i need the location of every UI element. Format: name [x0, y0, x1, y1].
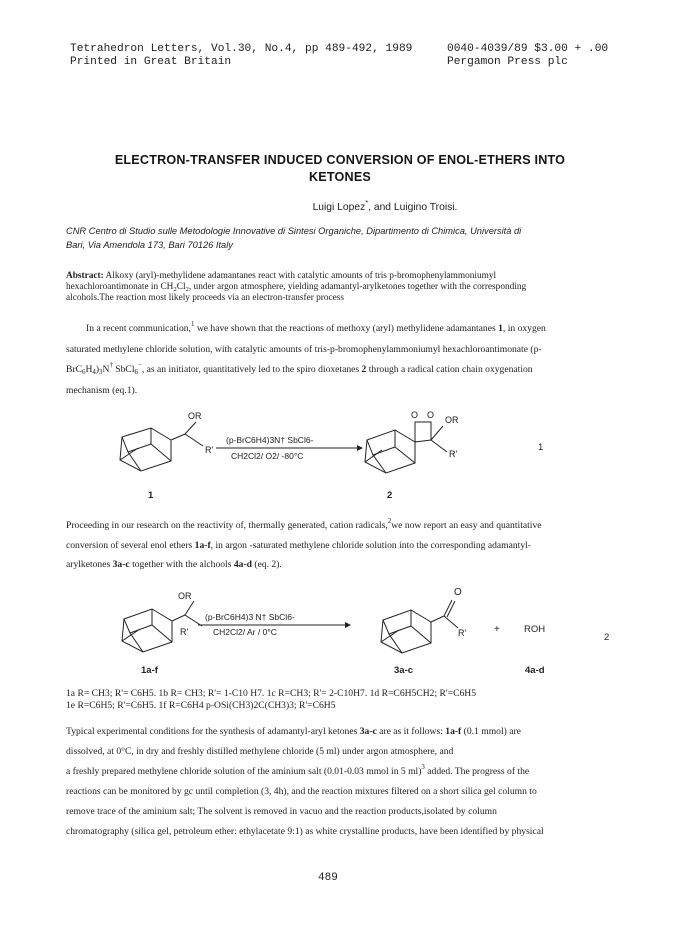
oxygen-1: O	[411, 410, 419, 420]
legend-line-1: 1a R= CH3; R'= C6H5. 1b R= CH3; R'= 1-C10 H7. 1c R=CH3; R'= 2-C10H7. 1d R=C6H5CH2; R'=C6H5	[66, 688, 476, 699]
compound-label-2: 2	[387, 490, 393, 501]
plus-sign: +	[494, 624, 500, 635]
alcohol-roh: ROH	[524, 624, 546, 635]
printed-in: Printed in Great Britain	[70, 56, 232, 68]
abstract-line-3: alcohols.The reaction most likely proceeds via an electron-transfer process	[66, 293, 345, 303]
reagent-bottom-1: CH2Cl2/ O2/ -80°C	[231, 451, 304, 461]
intro-paragraph: In a recent communication,$^1$ we have shown that the reactions of methoxy (aryl) methylidene adamantanes 1, in oxygen saturated methylene chloride solution, with catalytic amounts of tris-p-bromophenylammoniumyl hexachloroantimonate (p- $BrC_6H_4)_3N^\dagger$ SbCl$_6$−, as an initiator, quantitatively led to the spiro dioxetanes 2 through a radical cation chain oxygenation mechanism (eq.1).	[66, 321, 546, 396]
compound-label-1: 1	[148, 490, 154, 501]
eq-number-1: 1	[538, 442, 544, 453]
abstract	[66, 271, 626, 304]
reagent-top-2: (p-BrC6H4)3 N† SbCl6-	[205, 612, 295, 622]
abstract-line-2: hexachloroantimonate in $CH_2Cl_2$, under argon atmosphere, yielding adamantyl-arylketones together with the corresponding	[66, 282, 527, 293]
or-group-1: OR	[188, 411, 202, 421]
ref-3: 3	[421, 764, 425, 771]
authors	[0, 198, 680, 213]
arrowhead-2	[345, 622, 351, 628]
corresponding-mark: *	[365, 198, 369, 207]
scheme-2	[0, 582, 680, 682]
compound-legend	[66, 688, 636, 712]
abstract-line-1: Alkoxy (aryl)-methylidene adamantanes react with catalytic amounts of tris p-bromophenylammoniumyl	[105, 271, 497, 281]
or-group-3: OR	[178, 591, 192, 601]
journal-citation: Tetrahedron Letters, Vol.30, No.4, pp 489-492, 1989	[70, 43, 413, 55]
reagent-top-1: (p-BrC6H4)3N† SbCl6-	[226, 435, 314, 445]
ref-2: 2	[387, 518, 392, 525]
experimental-paragraph: Typical experimental conditions for the synthesis of adamantyl-aryl ketones 3a-c are as it follows: 1a-f (0.1 mmol) are dissolved, at 0°C, in dry and freshly distilled methylene chloride (5 ml) under argon atmosphere, and a freshly prepared methylene chloride solution of the aminium salt (0.01-0.03 mmol in 5 ml)$^3$ added. The progress of the reactions can be monitored by gc until completion (3, 4h), and the reaction mixtures filtered on a short silica gel column to remove trace of the aminium salt; The solvent is removed in vacuo and the reaction products,isolated by column chromatography (silica gel, petroleum ether: ethylacetate 9:1) as white crystalline products, have been identified by physical	[66, 726, 544, 837]
adamantane-structure-1	[120, 422, 203, 471]
dioxetane-structure-2	[365, 422, 447, 473]
oxygen-2: O	[427, 410, 435, 420]
compound-label-3a-c: 3a-c	[394, 665, 414, 676]
enol-ether-structure	[122, 601, 202, 652]
results-paragraph: Proceeding in our research on the reactivity of, thermally generated, cation radicals,$^2$we now report an easy and quantitative conversion of several enol ethers 1a-f, in argon -saturated methylene chloride solution into the corresponding adamantyl- arylketones 3a-c together with the alchools 4a-d (eq. 2).	[66, 518, 542, 570]
compound-label-4a-d: 4a-d	[525, 665, 545, 676]
issn-code: 0040-4039/89 $3.00 + .00	[447, 43, 609, 55]
legend-line-2: 1e R=C6H5; R'=C6H5. 1f R=C6H4 p-OSi(CH3)2C(CH3)3; R'=C6H5	[66, 700, 336, 711]
r-group-1: R'	[205, 445, 214, 455]
or-group-2: OR	[445, 415, 459, 425]
arrowhead-1	[357, 445, 363, 451]
affiliation-line-1: CNR Centro di Studio sulle Metodologie Innovative di Sintesi Organiche, Dipartimento di Chimica, Università di	[66, 226, 522, 236]
affiliation	[66, 224, 626, 252]
title-line-2: KETONES	[308, 170, 372, 184]
scheme-1	[0, 400, 680, 510]
author-1: Luigi Lopez	[312, 202, 366, 213]
reagent-bottom-2: CH2Cl2/ Ar / 0°C	[213, 627, 277, 637]
r-group-3: R'	[180, 627, 189, 637]
page-number: 489	[318, 872, 338, 884]
ketone-structure	[381, 600, 458, 653]
compound-label-1a-f: 1a-f	[141, 665, 158, 676]
abstract-label: Abstract:	[66, 271, 104, 281]
title-line-1: ELECTRON-TRANSFER INDUCED CONVERSION OF ENOL-ETHERS INTO	[114, 153, 566, 167]
ref-1: 1	[190, 321, 195, 328]
publisher: Pergamon Press plc	[447, 56, 568, 68]
author-2: , and Luigino Troisi.	[368, 202, 458, 213]
paper-title	[60, 152, 620, 186]
eq-number-2: 2	[604, 632, 610, 643]
r-group-2: R'	[449, 449, 458, 459]
affiliation-line-2: Bari, Via Amendola 173, Bari 70126 Italy	[66, 240, 233, 250]
carbonyl-oxygen: O	[454, 587, 462, 598]
r-group-4: R'	[458, 628, 467, 638]
